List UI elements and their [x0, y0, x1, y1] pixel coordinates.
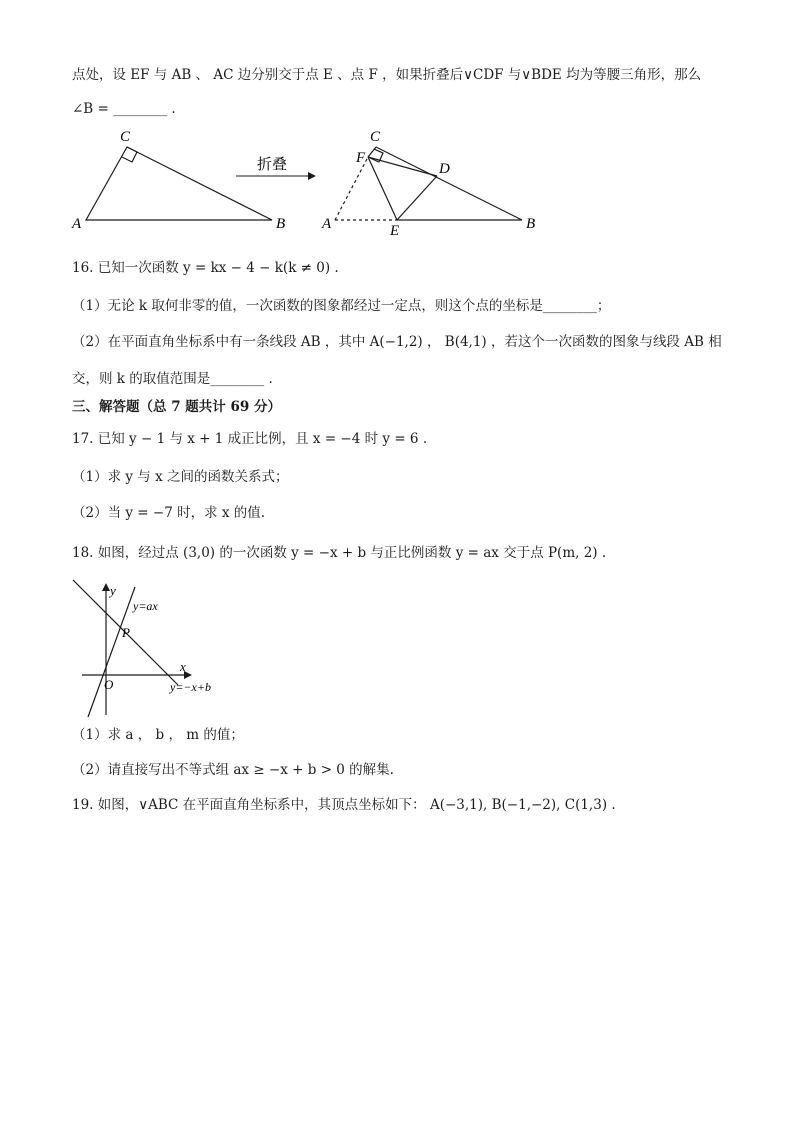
q16-part2-line1: （2）在平面直角坐标系中有一条线段 AB ，其中 A(−1,2) ， B(4,1) ，若这个一次函数的图象与线段 AB 相 — [72, 334, 722, 350]
q17-part2: （2）当 y = −7 时，求 x 的值. — [72, 505, 266, 521]
q18-part1: （1）求 a ， b ， m 的值； — [72, 727, 244, 743]
line-y-ax-label: y=ax — [133, 599, 158, 613]
x-axis-label: x — [180, 659, 186, 674]
fold-figure — [70, 125, 550, 240]
label-B-right: B — [526, 216, 536, 232]
original-triangle — [86, 147, 272, 220]
label-F: F — [356, 150, 366, 166]
q17-part1: （1）求 y 与 x 之间的函数关系式； — [72, 469, 289, 485]
label-B-left: B — [276, 216, 286, 232]
section-heading: 三、解答题（总 7 题共计 69 分） — [72, 399, 281, 415]
label-C-right: C — [370, 129, 381, 145]
fold-label: 折叠 — [257, 155, 288, 173]
q16-part2-line2: 交，则 k 的取值范围是________ . — [72, 371, 273, 387]
line-y-ax — [88, 587, 135, 717]
label-D: D — [439, 161, 450, 177]
q16-part1: （1）无论 k 取何非零的值，一次函数的图象都经过一定点，则这个点的坐标是________； — [72, 298, 611, 314]
q17-stem: 17. 已知 y − 1 与 x + 1 成正比例，且 x = −4 时 y = 6 . — [72, 431, 428, 447]
y-axis-arrow — [102, 583, 110, 591]
q15-line-1: 点处，设 EF 与 AB 、 AC 边分别交于点 E 、点 F ，如果折叠后∨CDF 与∨BDE 均为等腰三角形，那么 — [72, 67, 702, 83]
q18-part2: （2）请直接写出不等式组 ax ≥ −x + b > 0 的解集. — [72, 762, 394, 778]
line-y-neg-x-b-label: y=−x+b — [170, 680, 211, 694]
label-E: E — [390, 223, 400, 239]
label-A-left: A — [72, 216, 82, 232]
label-A-right: A — [322, 216, 332, 232]
label-C-left: C — [120, 129, 131, 145]
q18-graph — [70, 575, 230, 720]
q16-stem: 16. 已知一次函数 y = kx − 4 − k(k ≠ 0) . — [72, 260, 339, 276]
fold-arrow-head — [308, 172, 316, 180]
q19-stem: 19. 如图，∨ABC 在平面直角坐标系中，其顶点坐标如下： A(−3,1), B(−1,−2), C(1,3) . — [72, 797, 616, 813]
q15-line-2: ∠B = ________ . — [72, 101, 176, 117]
origin-label: O — [104, 677, 114, 692]
q18-stem: 18. 如图，经过点 (3,0) 的一次函数 y = −x + b 与正比例函数 y = ax 交于点 P(m, 2) . — [72, 545, 607, 561]
y-axis-label: y — [110, 583, 116, 598]
point-P-label: P — [122, 625, 130, 640]
